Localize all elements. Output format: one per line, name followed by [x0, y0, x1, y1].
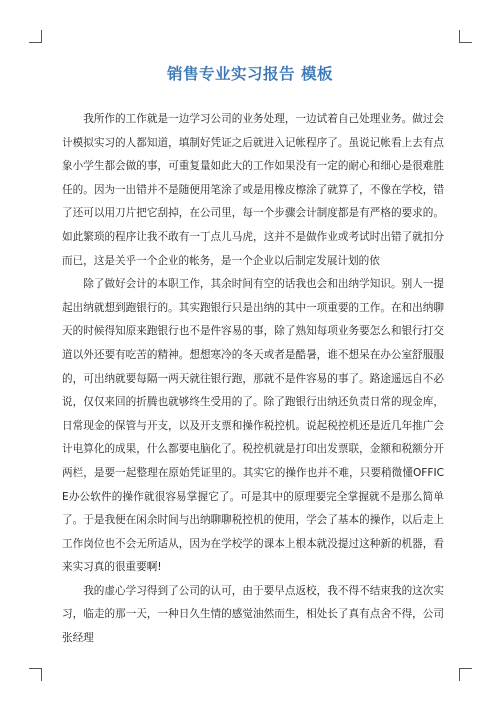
document-body	[62, 108, 444, 651]
crop-mark-bottom-right	[459, 668, 472, 681]
paragraph-3: 我的虚心学习得到了公司的认可，由于要早点返校，我不得不结束我的这次实习，临走的那一天，一种日久生情的感觉油然而生，相处长了真有点舍不得，公司张经理	[62, 584, 444, 645]
crop-mark-bottom-left	[29, 668, 42, 681]
crop-mark-top-left	[29, 30, 42, 43]
paragraph-2: 除了做好会计的本职工作，其余时间有空的话我也会和出纳学知识。别人一提起出纳就想到跑银行的。其实跑银行只是出纳的其中一项重要的工作。在和出纳聊天的时候得知原来跑银行也不是件容易的事，除了熟知每项业务要怎么和银行打交道以外还要有吃苦的精神。想想寒冷的冬天或者是酷暑，谁不想呆在办公室舒服服的，可出纳就要每隔一两天就往银行跑，那就不是件容易的事了。路途遥远自不必说，仅仅来回的折腾也就够终生受用的了。除了跑银行出纳还负责日常的现金库，日常现金的保管与开支，以及开支票和操作税控机。说起税控机还是近几年推广会计电算化的成果，什么都要电脑化了。税控机就是打印出发票联，金额和税额分开两栏，是要一起整理在原始凭证里的。其实它的操作也并不难，只要稍微懂OFFICE办公软件的操作就很容易掌握它了。可是其中的原理要完全掌握就不是那么简单了。于是我便在闲余时间与出纳聊聊税控机的使用，学会了基本的操作，以后走上工作岗位也不会无所适从，因为在学校学的课本上根本就没提过这种新的机器，看来实习真的很重要啊!	[62, 278, 444, 574]
crop-mark-top-right	[459, 30, 472, 43]
paragraph-1: 我所作的工作就是一边学习公司的业务处理，一边试着自己处理业务。做过会计模拟实习的人都知道，填制好凭证之后就进入记帐程序了。虽说记帐看上去有点象小学生都会做的事，可重复量如此大的工作如果没有一定的耐心和细心是很难胜任的。因为一出错并不是随便用笔涂了或是用橡皮檫涂了就算了，不像在学校，错了还可以用刀片把它刮掉，在公司里，每一个步骤会计制度都是有严格的要求的。如此繁琐的程序让我不敢有一丁点儿马虎，这并不是做作业或考试时出错了就扣分而已，这是关乎一个企业的帐务，是一个企业以后制定发展计划的依	[62, 113, 444, 267]
document-title: 销售专业实习报告 模板	[167, 65, 333, 83]
